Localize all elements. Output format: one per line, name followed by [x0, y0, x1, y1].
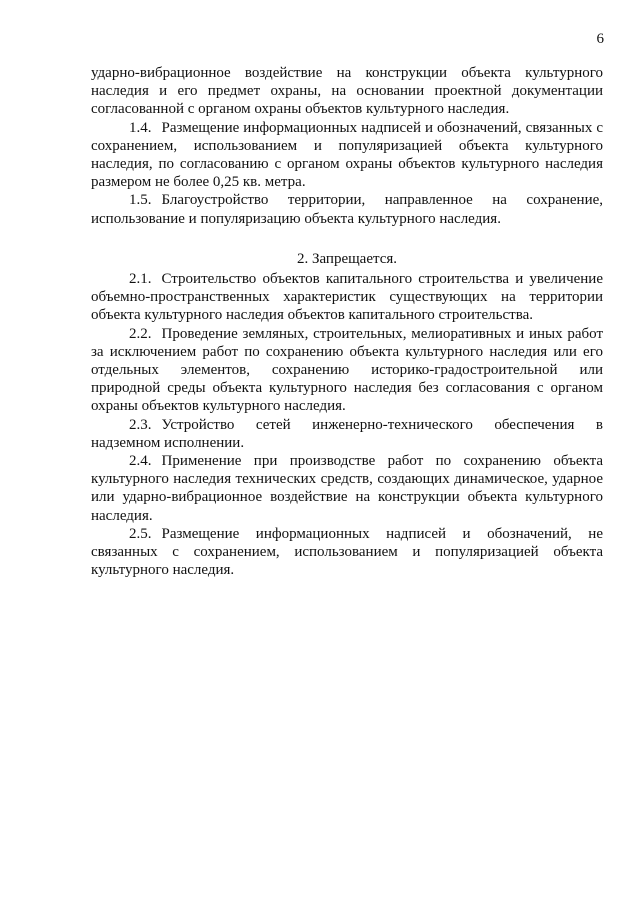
item-text: Применение при производстве работ по сохранению объекта культурного наследия технических средств, создающих динамическое, ударное или ударно-вибрационное воздействие на конструкции объекта культурного наследия. — [91, 453, 603, 524]
allowed-item-1-4 — [91, 119, 603, 192]
item-text: Проведение земляных, строительных, мелиоративных и иных работ за исключением работ по сохранению объекта культурного наследия или его отдельных элементов, сохранению историко-градостроительной или природной среды объекта культурного наследия без согласования с органом охраны объектов культурного наследия. — [91, 325, 603, 415]
item-number: 2.3. — [129, 416, 152, 433]
item-number: 1.5. — [129, 192, 152, 209]
item-number: 2.5. — [129, 525, 152, 542]
allowed-item-1-5 — [91, 191, 603, 227]
item-number: 2.1. — [129, 271, 152, 288]
page-number: 6 — [596, 31, 604, 47]
item-number: 2.2. — [129, 325, 152, 342]
forbidden-item-2-2 — [91, 325, 603, 416]
item-text: Размещение информационных надписей и обозначений, не связанных с сохранением, использованием и популяризацией объекта культурного наследия. — [91, 525, 603, 579]
item-text: Благоустройство территории, направленное на сохранение, использование и популяризацию объекта культурного наследия. — [91, 192, 603, 227]
section-2-heading: 2. Запрещается. — [296, 250, 398, 267]
item-text: Устройство сетей инженерно-технического обеспечения в надземном исполнении. — [91, 416, 603, 451]
forbidden-item-2-1 — [91, 270, 603, 325]
intro-paragraph: ударно-вибрационное воздействие на конструкции объекта культурного наследия и его предмет охраны, на основании проектной документации согласованной с органом охраны объектов культурного наследия. — [91, 65, 603, 118]
forbidden-item-2-3 — [91, 416, 603, 452]
document-body — [91, 64, 603, 579]
item-number: 1.4. — [129, 119, 152, 136]
forbidden-item-2-4 — [91, 452, 603, 525]
item-text: Строительство объектов капитального строительства и увеличение объемно-пространственных характеристик существующих на территории объекта культурного наследия объектов капитального строительства. — [91, 271, 603, 324]
forbidden-item-2-5 — [91, 525, 603, 580]
item-text: Размещение информационных надписей и обозначений, связанных с сохранением, использованием и популяризацией объекта культурного наследия, по согласованию с органом охраны объектов культурного наследия размером не более 0,25 кв. метра. — [91, 119, 603, 191]
item-number: 2.4. — [129, 453, 152, 470]
